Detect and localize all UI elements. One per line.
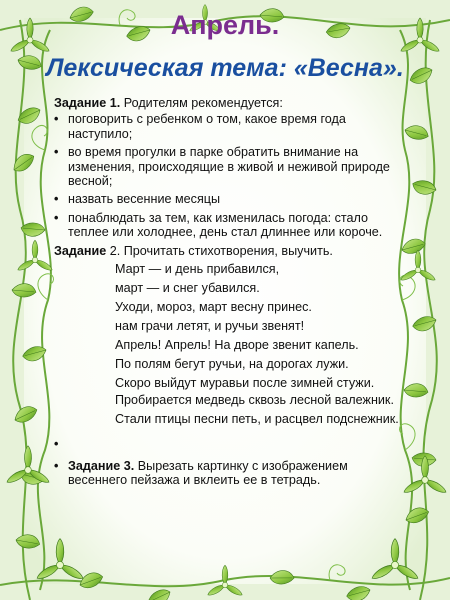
list-item-text: во время прогулки в парке обратить внимание на изменения, происходящие в живой и неживой природе весной;: [68, 145, 390, 189]
task-1-label: Задание 1.: [54, 96, 121, 110]
list-item-text: поговорить с ребенком о том, какое время года наступило;: [68, 112, 346, 141]
poem-line: Пробирается медведь сквозь лесной валежник.: [115, 393, 394, 408]
document-content: [54, 96, 406, 492]
task-3-list: [54, 459, 406, 488]
poem-line: Март — и день прибавился,: [115, 262, 280, 277]
bullet-icon: •: [54, 192, 59, 207]
list-item: [54, 211, 406, 240]
bullet-icon: •: [54, 210, 59, 225]
list-item: [54, 459, 406, 488]
bullet-icon: •: [54, 112, 59, 127]
bullet-icon: •: [54, 145, 59, 160]
poem-line: Стали птицы песни петь, и расцвел подснежник.: [115, 412, 399, 427]
poem-march: [54, 260, 406, 336]
list-item: [54, 192, 406, 206]
poem-line: нам грачи летят, и ручьи звенят!: [115, 319, 305, 334]
bullet-icon: •: [54, 459, 59, 474]
poem-line: Уходи, мороз, март весну принес.: [115, 300, 312, 315]
task-3-text: Вырезать картинку с изображением весеннего пейзажа и вклеить ее в тетрадь.: [68, 459, 348, 488]
task-1-heading: [54, 96, 406, 110]
poem-line: Скоро выйдут муравьи после зимней стужи.: [115, 376, 375, 391]
poem-april: [54, 336, 406, 427]
task-1-list: [54, 112, 406, 239]
task-2-label: Задание: [54, 243, 107, 258]
page-title: Апрель.: [170, 10, 280, 40]
page-subtitle: Лексическая тема: «Весна».: [46, 54, 404, 82]
poem-line: По полям бегут ручьи, на дорогах лужи.: [115, 357, 349, 372]
task-2-heading: [54, 244, 406, 258]
list-item-text: назвать весенние месяцы: [68, 192, 221, 207]
poem-line: Апрель! Апрель! На дворе звенит капель.: [115, 338, 359, 353]
poem-line: март — и снег убавился.: [115, 281, 260, 296]
task-2-text: 2. Прочитать стихотворения, выучить.: [106, 243, 333, 258]
list-item: [54, 112, 406, 141]
empty-list-item: [54, 437, 406, 453]
task-3-label: Задание 3.: [68, 459, 135, 474]
bullet-icon: •: [54, 437, 59, 452]
list-item: [54, 145, 406, 188]
task-1-text: Родителям рекомендуется:: [120, 96, 283, 110]
list-item-text: понаблюдать за тем, как изменилась погода: стало теплее или холоднее, день стал длиннее или короче.: [68, 210, 383, 240]
